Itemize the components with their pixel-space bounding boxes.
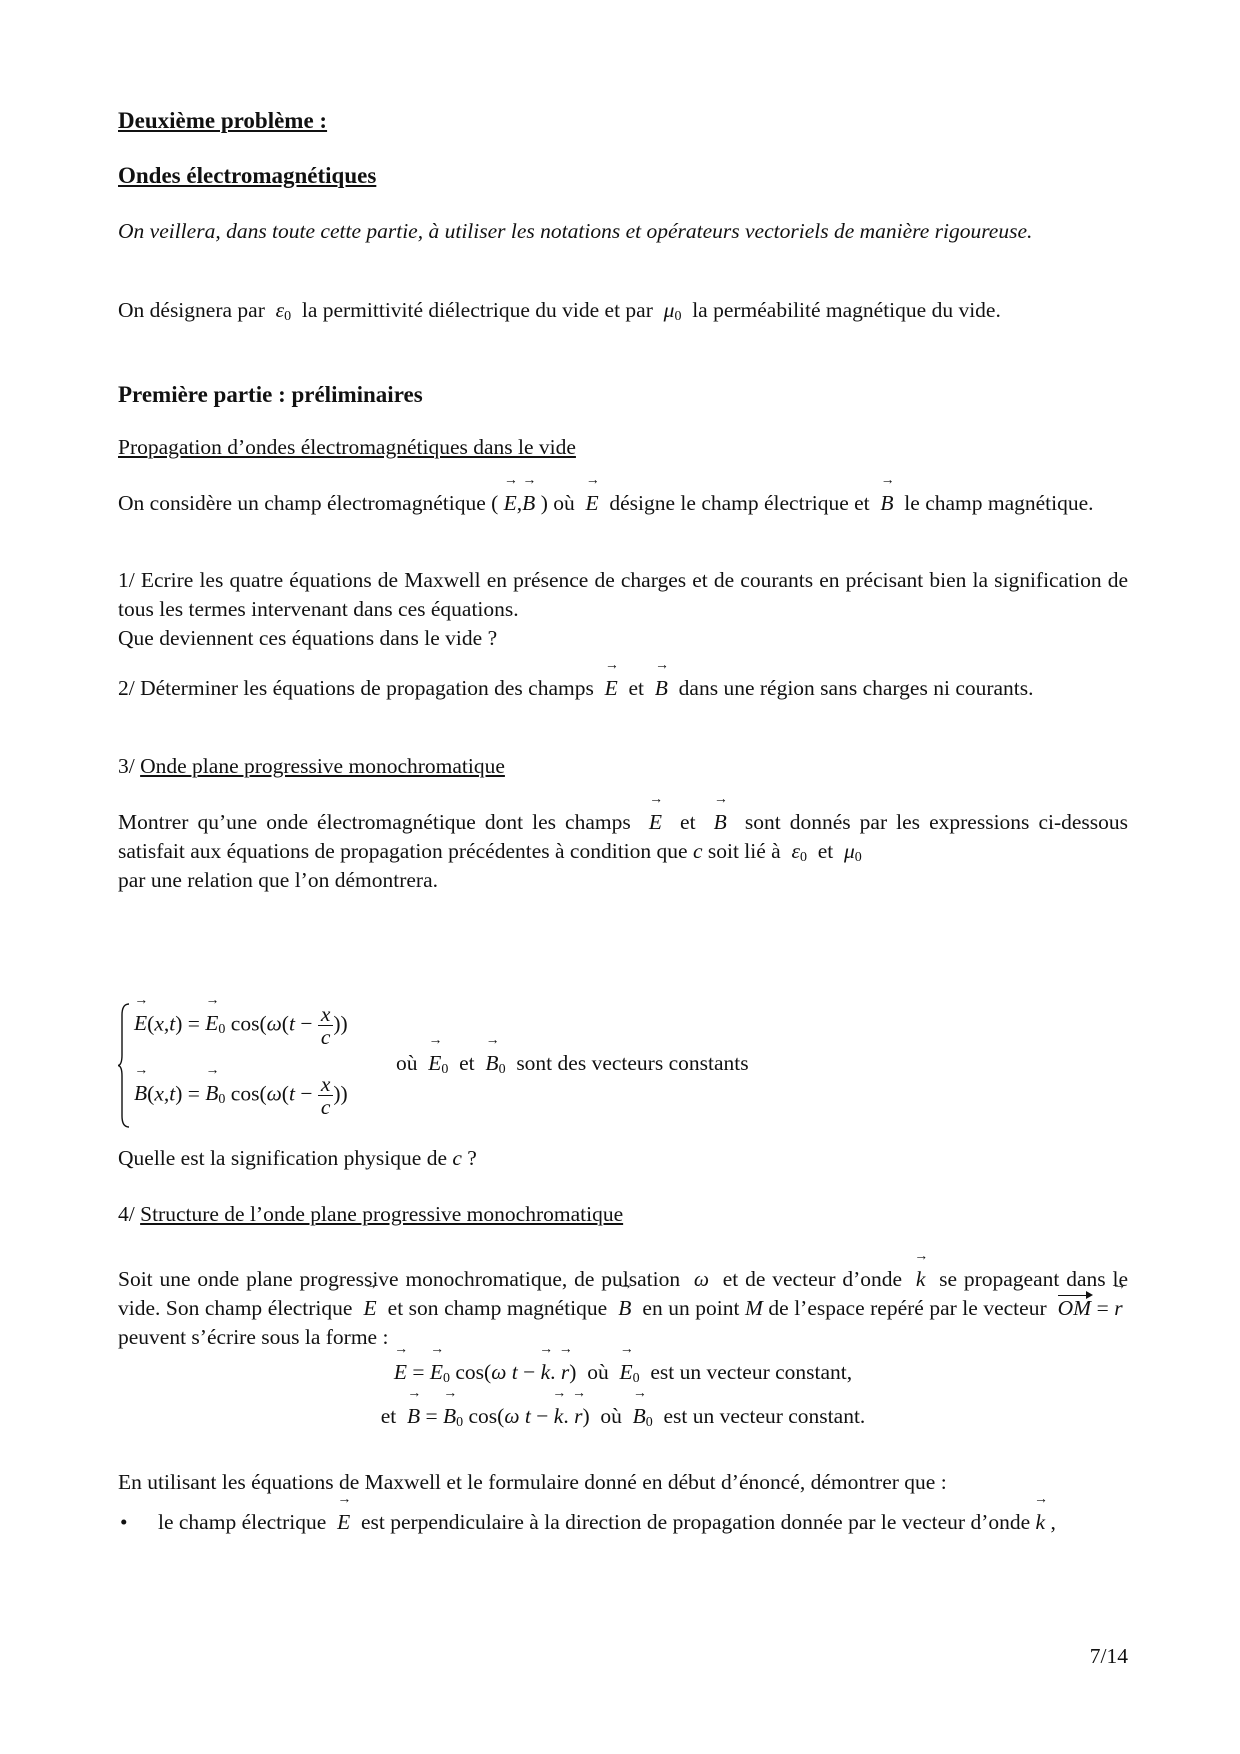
question-1: 1/ Ecrire les quatre équations de Maxwell en présence de charges et de courants en précisant bien la signification de tous les termes intervenant dans ces équations. Que deviennent ces équations dans le vide ? bbox=[118, 568, 1128, 650]
page-number: 7/14 bbox=[1089, 1644, 1128, 1668]
question-4-heading: 4/ Structure de l’onde plane progressive monochromatique bbox=[118, 1202, 624, 1226]
constants-paragraph: On désignera par $\varepsilon_0$ la permittivité diélectrique du vide et par $\mu_0$ la perméabilité magnétique du vide. bbox=[118, 298, 1001, 324]
constant-vectors-note: où → $E_0$ et → $B_0$ sont des vecteurs constants bbox=[396, 1049, 749, 1078]
bullet-item: • le champ électrique → E est perpendiculaire à la direction de propagation donnée par le vecteur d’onde → k , bbox=[158, 1508, 1128, 1537]
field-intro-paragraph: On considère un champ électromagnétique ( → E,→ B ) où → E désigne le champ électrique et → B le champ magnétique. bbox=[118, 489, 1128, 518]
magnetic-field-equation: → B(x,t) = → $B_0$ cos(ω(t − $\frac{x}{c}$ )) bbox=[134, 1073, 348, 1118]
propagation-subheading: Propagation d’ondes électromagnétiques dans le vide bbox=[118, 435, 576, 459]
wave-equation-system bbox=[118, 1003, 1128, 1133]
bullet-icon: • bbox=[120, 1510, 128, 1534]
question-3-heading: 3/ Onde plane progressive monochromatique bbox=[118, 754, 505, 778]
brace-icon bbox=[118, 1003, 130, 1128]
document-page bbox=[118, 0, 1128, 1754]
topic-heading: Ondes électromagnétiques bbox=[118, 163, 377, 188]
part1-heading: Première partie : préliminaires bbox=[118, 382, 423, 407]
question-3-text: Montrer qu’une onde électromagnétique dont les champs → E et → B sont donnés par les expressions ci-dessous satisfait aux équations de propagation précédentes à condition que c soit lié à $\varepsilon_0$ et $\mu_0$ par une relation que l’on démontrera. bbox=[118, 808, 1128, 895]
question-3-physical-meaning: Quelle est la signification physique de c ? bbox=[118, 1146, 477, 1170]
problem-heading: Deuxième problème : bbox=[118, 108, 328, 133]
question-2: 2/ Déterminer les équations de propagation des champs → E et → B dans une région sans charges ni courants. bbox=[118, 674, 1128, 703]
conclusion-lead: En utilisant les équations de Maxwell et le formulaire donné en début d’énoncé, démontrer que : bbox=[118, 1470, 947, 1494]
electric-plane-wave-equation: → E = → $E_0$ cos(ω t − → k. → r) où → $E_0$ est un vecteur constant, bbox=[118, 1358, 1128, 1387]
notation-paragraph: On veillera, dans toute cette partie, à utiliser les notations et opérateurs vectoriels de manière rigoureuse. bbox=[118, 219, 1033, 243]
electric-field-equation: → E(x,t) = → $E_0$ cos(ω(t − $\frac{x}{c}$ )) bbox=[134, 1003, 348, 1048]
question-4-text: Soit une onde plane progressive monochromatique, de pulsation ω et de vecteur d’onde → k se propageant dans le vide. Son champ électrique → E et son champ magnétique → B en un point M de l’espace repéré par le vecteur OM = → r peuvent s’écrire sous la forme : bbox=[118, 1265, 1128, 1352]
magnetic-plane-wave-equation: et → B = → $B_0$ cos(ω t − → k. → r) où → $B_0$ est un vecteur constant. bbox=[118, 1402, 1128, 1431]
